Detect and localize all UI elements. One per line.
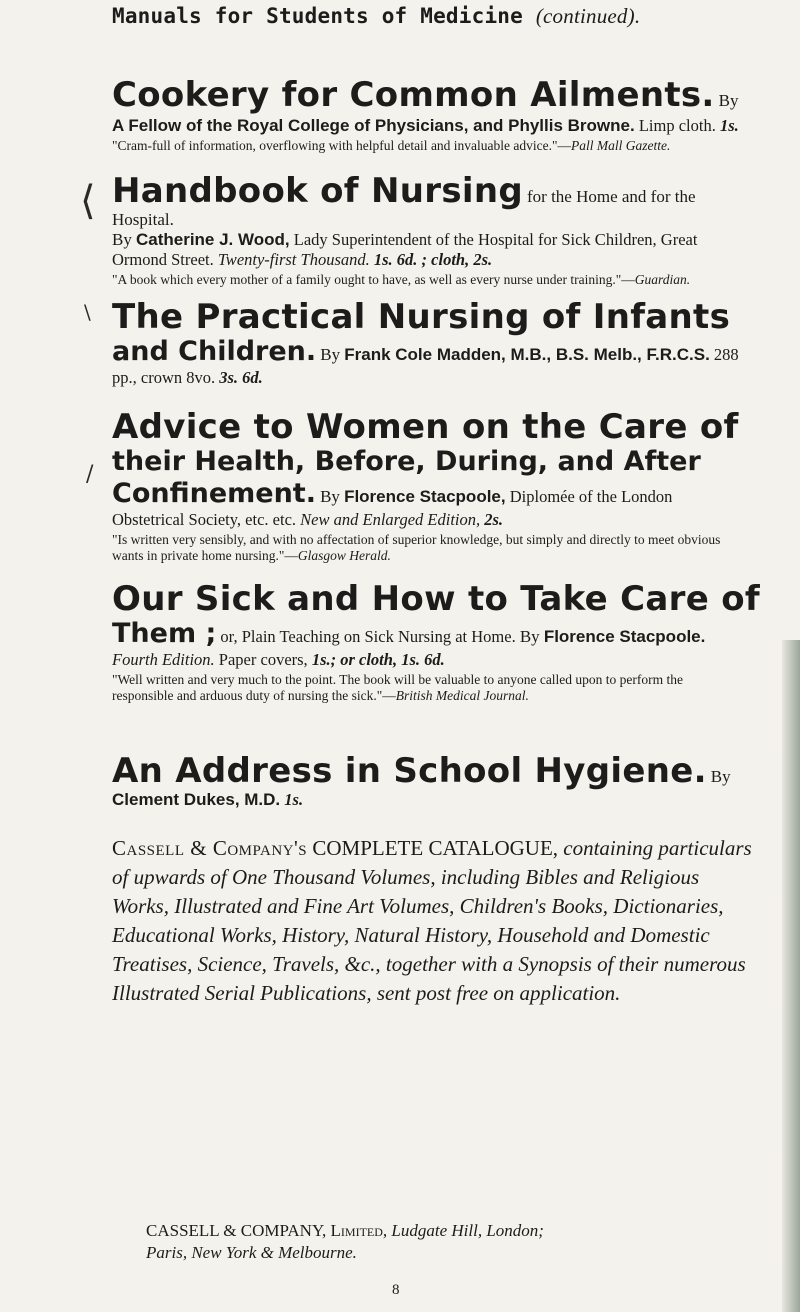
entry-details: 288 pp., crown 8vo. [112,345,739,387]
entry-author: Florence Stacpoole. [543,627,706,646]
by-label: By [519,627,540,646]
entry-title-cont: their Health, Before, During, and After [112,446,701,477]
by-label: By [320,345,341,364]
entry-our-sick [112,579,760,704]
by-label: By [710,767,731,786]
running-head-continued: (continued). [535,4,641,28]
entry-edition: New and Enlarged Edition, [300,510,481,529]
entry-details: Diplomée of the London Obstetrical Society, etc. etc. [112,487,673,529]
entry-price: 1s. [284,790,304,809]
entry-price: 2s. [484,510,504,529]
catalogue-body: containing particulars of upwards of One Thousand Volumes, including Bibles and Religious Works, Illustrated and Fine Art Volumes, Children's Books, Dictionaries, Educational Works, History, Natural History, Household and Domestic Treatises, Science, Travels, &c., together with a Synopsis of their numerous Illustrated Serial Publications, sent post free on application. [112,836,752,1005]
entry-title: An Address in School Hygiene. [112,751,707,791]
entry-subtitle: or, Plain Teaching on Sick Nursing at Home. [220,627,516,646]
entry-review [112,272,744,288]
entry-practical-nursing [112,298,744,388]
entry-review [112,138,744,154]
review-text: "Is written very sensibly, and with no affectation of superior knowledge, but simply and directly to meet obvious wants in private home nursing."— [112,532,721,563]
entry-advice-to-women [112,408,744,564]
catalogue-notice [112,834,758,1008]
review-text: "Well written and very much to the point. The book will be valuable to anyone called upon to perform the responsible and arduous duty of nursing the sick."— [112,672,684,703]
entry-author: Catherine J. Wood, [135,230,290,249]
entry-details: Paper covers, [218,650,308,669]
entry-details: Limp cloth. [638,116,716,135]
entry-title-cont: Them ; [112,618,217,649]
entry-title-cont2: Confinement. [112,478,316,509]
entry-review [112,532,744,564]
entry-handbook-nursing [112,172,744,288]
entry-author: Frank Cole Madden, M.B., B.S. Melb., F.R.C.S. [344,345,710,364]
entry-title: Our Sick and How to Take Care of [112,579,760,619]
review-source: British Medical Journal. [395,688,529,703]
catalogue-publisher: Cassell & Company's [112,836,308,860]
entry-title: The Practical Nursing of Infants [112,297,731,337]
by-label: By [718,91,739,110]
entry-title-tail: for the Home and for the Hospital. [112,187,696,229]
entry-title: Advice to Women on the Care of [112,407,739,447]
review-source: Glasgow Herald. [297,548,391,563]
imprint-address-1: Ludgate Hill, London; [391,1221,544,1240]
entry-price: 3s. 6d. [219,368,263,387]
margin-bracket-mark: ⟨ [80,178,96,224]
by-label: By [112,230,132,249]
by-label: By [320,487,340,506]
entry-author: A Fellow of the Royal College of Physicians, and Phyllis Browne. [112,116,635,135]
imprint-address-2: Paris, New York & Melbourne. [146,1243,357,1262]
entry-review [112,672,744,704]
review-text: "Cram-full of information, overflowing with helpful detail and invaluable advice."— [112,138,572,153]
entry-details: Lady Superintendent of the Hospital for Sick Children, Great Ormond Street. [112,230,698,269]
entry-school-hygiene [112,752,744,810]
entry-edition: Twenty-first Thousand. [217,250,370,269]
entry-edition: Fourth Edition. [112,650,215,669]
publisher-imprint [146,1220,706,1264]
imprint-limited: Limited, [330,1221,388,1240]
page-number: 8 [392,1282,400,1298]
page-edge-shadow [782,640,800,1312]
entry-title: Cookery for Common Ailments. [112,75,715,115]
entry-price: 1s.; or cloth, 1s. 6d. [311,650,445,669]
review-source: Pall Mall Gazette. [571,138,671,153]
review-text: "A book which every mother of a family ought to have, as well as every nurse under training."— [112,272,635,287]
entry-author: Clement Dukes, M.D. [112,790,281,809]
catalogue-heading: COMPLETE CATALOGUE, [312,836,559,860]
entry-title: Handbook of Nursing [112,171,523,211]
running-head [112,4,640,29]
entry-cookery [112,76,744,154]
margin-tick-mark: / [86,462,94,487]
review-source: Guardian. [634,272,691,287]
margin-tick-mark: \ [84,300,91,324]
running-head-text: Manuals for Students of Medicine [112,4,523,28]
entry-title-cont: and Children. [112,336,317,367]
entry-author: Florence Stacpoole, [344,487,506,506]
imprint-name: CASSELL & COMPANY, [146,1221,327,1240]
entry-price: 1s. 6d. ; cloth, 2s. [373,250,493,269]
entry-price: 1s. [719,116,739,135]
